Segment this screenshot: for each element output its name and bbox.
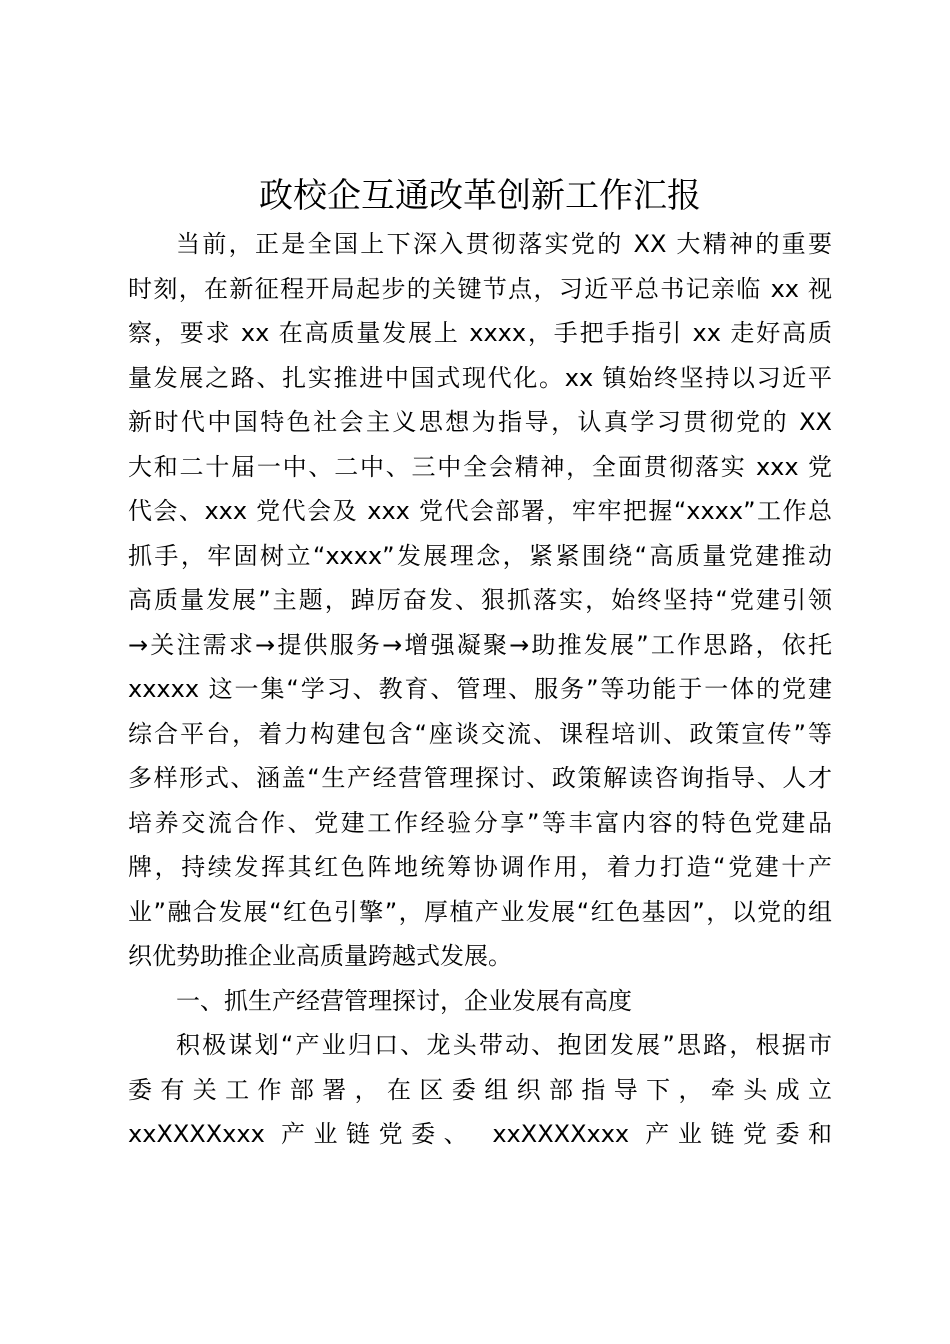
paragraph-line: 新时代中国特色社会主义思想为指导，认真学习贯彻党的 XX bbox=[128, 408, 832, 436]
paragraph-line: 抓手，牢固树立“xxxx”发展理念，紧紧围绕“高质量党建推动 bbox=[128, 541, 832, 570]
paragraph-line: 综合平台，着力构建包含“座谈交流、课程培训、政策宣传”等 bbox=[128, 719, 832, 748]
paragraph-line: 当前，正是全国上下深入贯彻落实党的 XX 大精神的重要 bbox=[176, 230, 832, 258]
section-heading bbox=[128, 979, 832, 1024]
paragraph-line: 时刻，在新征程开局起步的关键节点，习近平总书记亲临 xx 视 bbox=[128, 274, 832, 303]
paragraph-line: 牌，持续发挥其红色阵地统筹协调作用，着力打造“党建十产 bbox=[128, 853, 832, 881]
paragraph-line: →关注需求→提供服务→增强凝聚→助推发展”工作思路，依托 bbox=[128, 630, 832, 659]
paragraph-line: 委有关工作部署，在区委组织部指导下，牵头成立 bbox=[128, 1075, 832, 1104]
paragraph-line: 察，要求 xx 在高质量发展上 xxxx，手把手指引 xx 走好高质 bbox=[128, 319, 832, 347]
paragraph-line: xxxxx 这一集“学习、教育、管理、服务”等功能于一体的党建 bbox=[128, 675, 832, 703]
document-title: 政校企互通改革创新工作汇报 bbox=[259, 176, 701, 216]
paragraph-line: 量发展之路、扎实推进中国式现代化。xx 镇始终坚持以习近平 bbox=[128, 363, 832, 392]
paragraph-line: 培养交流合作、党建工作经验分享”等丰富内容的特色党建品 bbox=[128, 808, 832, 837]
paragraph-line: 织优势助推企业高质量跨越式发展。 bbox=[128, 942, 512, 970]
paragraph-line: xxXXXXxxx 产业链党委、 xxXXXXxxx 产业链党委和 bbox=[128, 1120, 832, 1148]
paragraph-line: 多样形式、涵盖“生产经营管理探讨、政策解读咨询指导、人才 bbox=[128, 764, 832, 792]
intro-paragraph bbox=[128, 222, 832, 979]
paragraph-line: 积极谋划“产业归口、龙头带动、抱团发展”思路，根据市 bbox=[176, 1031, 832, 1059]
section-heading-text: 一、抓生产经营管理探讨，企业发展有高度 bbox=[176, 986, 632, 1015]
paragraph-line: 高质量发展”主题，踔厉奋发、狠抓落实，始终坚持“党建引领 bbox=[128, 586, 832, 614]
document-page bbox=[128, 172, 832, 1157]
paragraph-line: 大和二十届一中、二中、三中全会精神，全面贯彻落实 xxx 党 bbox=[128, 452, 832, 481]
section-paragraph bbox=[128, 1023, 832, 1157]
paragraph-line: 业”融合发展“红色引擎”，厚植产业发展“红色基因”，以党的组 bbox=[128, 897, 832, 926]
paragraph-line: 代会、xxx 党代会及 xxx 党代会部署，牢牢把握“xxxx”工作总 bbox=[128, 497, 832, 525]
